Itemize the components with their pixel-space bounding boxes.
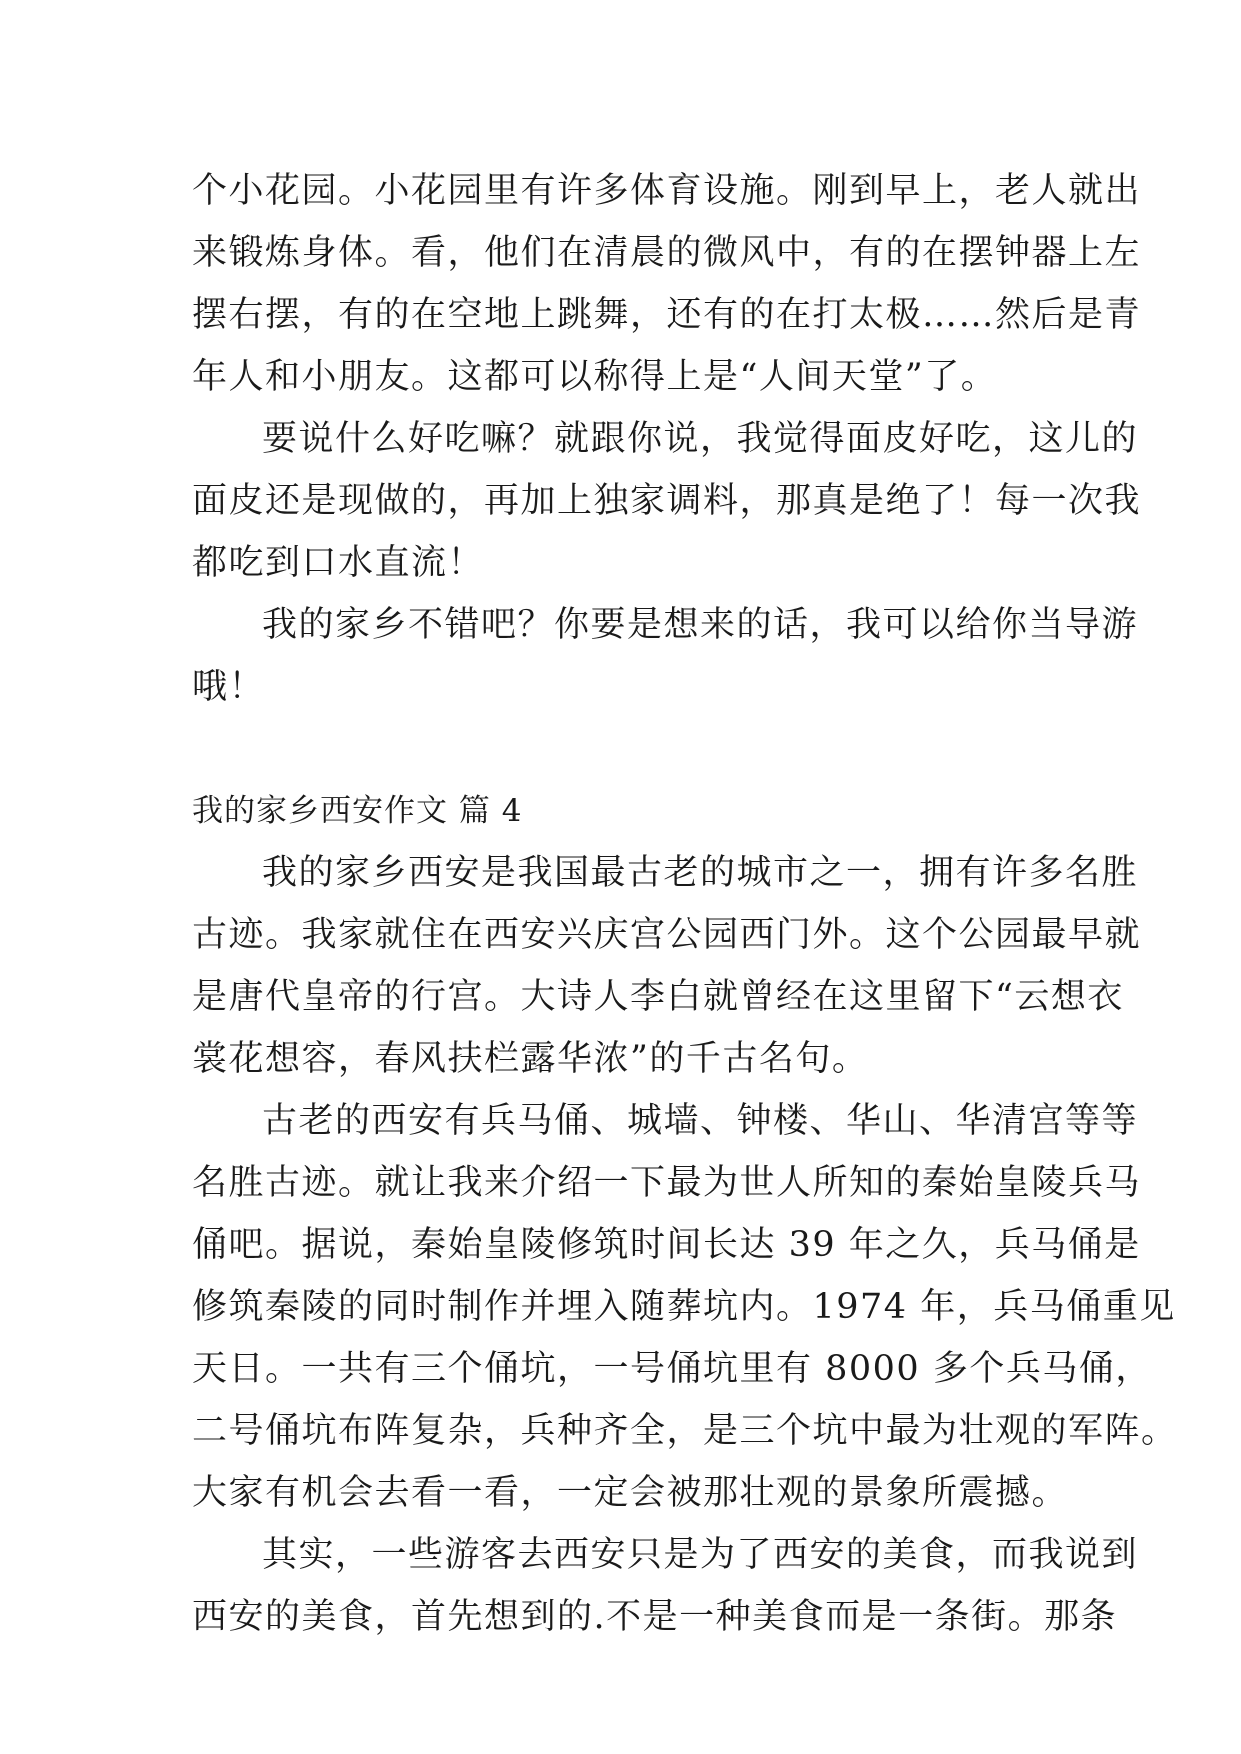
paragraph bbox=[192, 594, 1139, 718]
text-line: 我的家乡不错吧？你要是想来的话，我可以给你当导游 bbox=[262, 605, 1139, 645]
section-spacer bbox=[192, 718, 1052, 780]
text-line: 是唐代皇帝的行宫。大诗人李白就曾经在这里留下“云想衣 bbox=[192, 977, 1124, 1017]
paragraph bbox=[192, 1090, 1178, 1524]
text-line: 我的家乡西安是我国最古老的城市之一，拥有许多名胜 bbox=[262, 853, 1139, 893]
paragraph bbox=[192, 842, 1142, 1090]
text-line: 二号俑坑布阵复杂，兵种齐全，是三个坑中最为壮观的军阵。 bbox=[192, 1411, 1178, 1451]
text-line: 都吃到口水直流！ bbox=[192, 543, 485, 583]
text-line: 摆右摆，有的在空地上跳舞，还有的在打太极……然后是青 bbox=[192, 295, 1142, 335]
text-line: 古迹。我家就住在西安兴庆宫公园西门外。这个公园最早就 bbox=[192, 915, 1142, 955]
text-line: 修筑秦陵的同时制作并埋入随葬坑内。1974 年，兵马俑重见 bbox=[192, 1287, 1176, 1327]
article-body bbox=[192, 160, 1178, 1648]
text-line: 大家有机会去看一看，一定会被那壮观的景象所震撼。 bbox=[192, 1473, 1069, 1513]
text-line: 年人和小朋友。这都可以称得上是“人间天堂”了。 bbox=[192, 357, 998, 397]
text-line: 面皮还是现做的，再加上独家调料，那真是绝了！每一次我 bbox=[192, 481, 1142, 521]
text-line: 要说什么好吃嘛？就跟你说，我觉得面皮好吃，这儿的 bbox=[262, 419, 1139, 459]
paragraph bbox=[192, 160, 1142, 408]
text-line: 个小花园。小花园里有许多体育设施。刚到早上，老人就出 bbox=[192, 171, 1142, 211]
text-line: 来锻炼身体。看，他们在清晨的微风中，有的在摆钟器上左 bbox=[192, 233, 1142, 273]
paragraph bbox=[192, 408, 1142, 594]
text-line: 西安的美食，首先想到的.不是一种美食而是一条街。那条 bbox=[192, 1597, 1118, 1637]
text-line: 俑吧。据说，秦始皇陵修筑时间长达 39 年之久，兵马俑是 bbox=[192, 1225, 1141, 1265]
section-heading: 我的家乡西安作文 篇 4 bbox=[192, 793, 523, 829]
text-line: 裳花想容，春风扶栏露华浓”的千古名句。 bbox=[192, 1039, 869, 1079]
text-line: 其实，一些游客去西安只是为了西安的美食，而我说到 bbox=[262, 1535, 1139, 1575]
text-line: 古老的西安有兵马俑、城墙、钟楼、华山、华清宫等等 bbox=[262, 1101, 1139, 1141]
paragraph bbox=[192, 1524, 1139, 1648]
text-line: 哦！ bbox=[192, 667, 266, 707]
text-line: 名胜古迹。就让我来介绍一下最为世人所知的秦始皇陵兵马 bbox=[192, 1163, 1142, 1203]
text-line: 天日。一共有三个俑坑，一号俑坑里有 8000 多个兵马俑， bbox=[192, 1349, 1152, 1389]
